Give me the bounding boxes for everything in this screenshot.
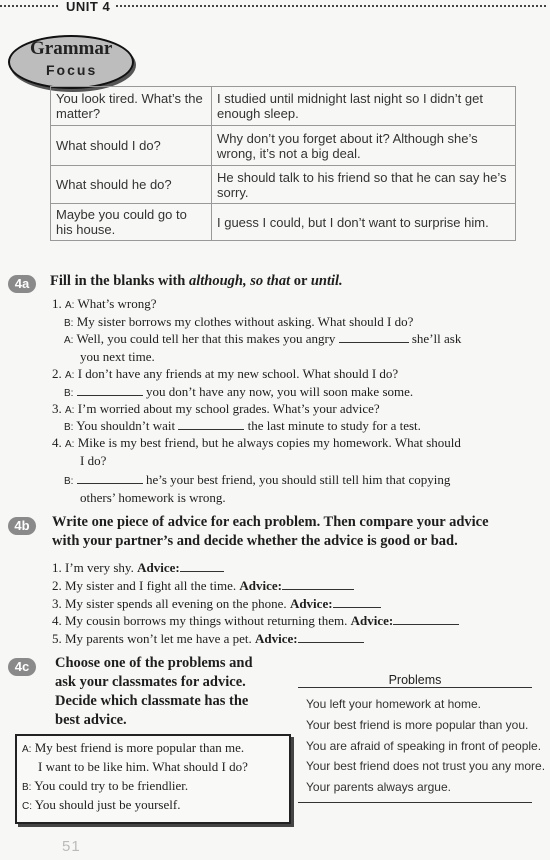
table-cell-answer: He should talk to his friend so that he can say he’s sorry. [212,166,516,204]
dialogue-line: C: You should just be yourself. [22,797,181,812]
answer-blank[interactable] [339,332,409,343]
answer-blank[interactable] [333,597,381,608]
list-item: others’ homework is wrong. [80,490,226,505]
table-cell-question: What should I do? [51,126,212,166]
exercise-4b-heading-line1: Write one piece of advice for each problem. Then compare your advice [52,514,489,530]
table-cell-question: What should he do? [51,166,212,204]
exercise-4a-heading: Fill in the blanks with although, so that or until. [50,273,343,289]
problem-item: Your best friend does not trust you any more. [306,759,546,773]
dialogue-line: B: You could try to be friendlier. [22,778,189,793]
list-item: 1. I’m very shy. Advice: [52,560,224,576]
list-item: you next time. [80,349,155,364]
header-dots-right [116,5,546,7]
problem-item: You left your homework at home. [306,697,481,711]
list-item: 5. My parents won’t let me have a pet. Advice: [52,631,364,647]
list-item: 4. A: Mike is my best friend, but he always copies my homework. What should [52,435,461,450]
problems-rule [298,802,532,803]
answer-blank[interactable] [282,579,354,590]
list-item: 2. A: I don’t have any friends at my new school. What should I do? [52,366,399,381]
list-item: A: Well, you could tell her that this makes you angry she’ll ask [64,331,462,346]
table-cell-answer: I guess I could, but I don’t want to surprise him. [212,204,516,241]
list-item: B: he’s your best friend, you should still tell him that copying [64,472,451,487]
grammar-focus-subtitle: Focus [46,62,98,78]
table-row [51,87,516,126]
answer-blank[interactable] [298,632,364,643]
problems-title: Problems [388,673,442,687]
grammar-table [50,86,516,241]
exercise-4c-heading-line3: Decide which classmate has the [55,693,249,709]
table-cell-question: Maybe you could go to his house. [51,204,212,241]
problem-item: You are afraid of speaking in front of people. [306,739,542,753]
list-item: 2. My sister and I fight all the time. Advice: [52,578,354,594]
problem-item: Your best friend is more popular than you. [306,718,529,732]
list-item: I do? [80,453,107,468]
dialogue-line: I want to be like him. What should I do? [38,759,248,774]
list-item: B: My sister borrows my clothes without asking. What should I do? [64,314,414,329]
answer-blank[interactable] [178,419,244,430]
answer-blank[interactable] [77,385,143,396]
list-item: 3. My sister spends all evening on the phone. Advice: [52,596,381,612]
table-row [51,126,516,166]
answer-blank[interactable] [393,614,459,625]
exercise-badge-4b: 4b [8,517,36,535]
exercise-4c-heading-line2: ask your classmates for advice. [55,674,246,690]
dialogue-line: A: My best friend is more popular than me. [22,740,245,755]
exercise-4b-heading-line2: with your partner’s and decide whether the advice is good or bad. [52,533,458,549]
problems-rule [298,687,532,688]
table-cell-answer: Why don’t you forget about it? Although she’s wrong, it’s not a big deal. [212,126,516,166]
exercise-4c-heading-line4: best advice. [55,712,127,728]
header-dots-left [0,5,58,7]
answer-blank[interactable] [180,561,224,572]
page-number: 51 [62,838,81,855]
exercise-4c-heading-line1: Choose one of the problems and [55,655,253,671]
list-item: 4. My cousin borrows my things without returning them. Advice: [52,613,459,629]
table-row [51,204,516,241]
answer-blank[interactable] [77,473,143,484]
list-item: B: You shouldn’t wait the last minute to study for a test. [64,418,421,433]
grammar-focus-title: Grammar [30,38,113,59]
list-item: 1. A: What’s wrong? [52,296,157,311]
table-cell-answer: I studied until midnight last night so I didn’t get enough sleep. [212,87,516,126]
list-item: B: you don’t have any now, you will soon make some. [64,384,414,399]
list-item: 3. A: I’m worried about my school grades. What’s your advice? [52,401,380,416]
table-cell-question: You look tired. What’s the matter? [51,87,212,126]
exercise-badge-4c: 4c [8,658,36,676]
problem-item: Your parents always argue. [306,780,451,794]
exercise-badge-4a: 4a [8,275,36,293]
unit-title: UNIT 4 [66,0,111,14]
table-row [51,166,516,204]
